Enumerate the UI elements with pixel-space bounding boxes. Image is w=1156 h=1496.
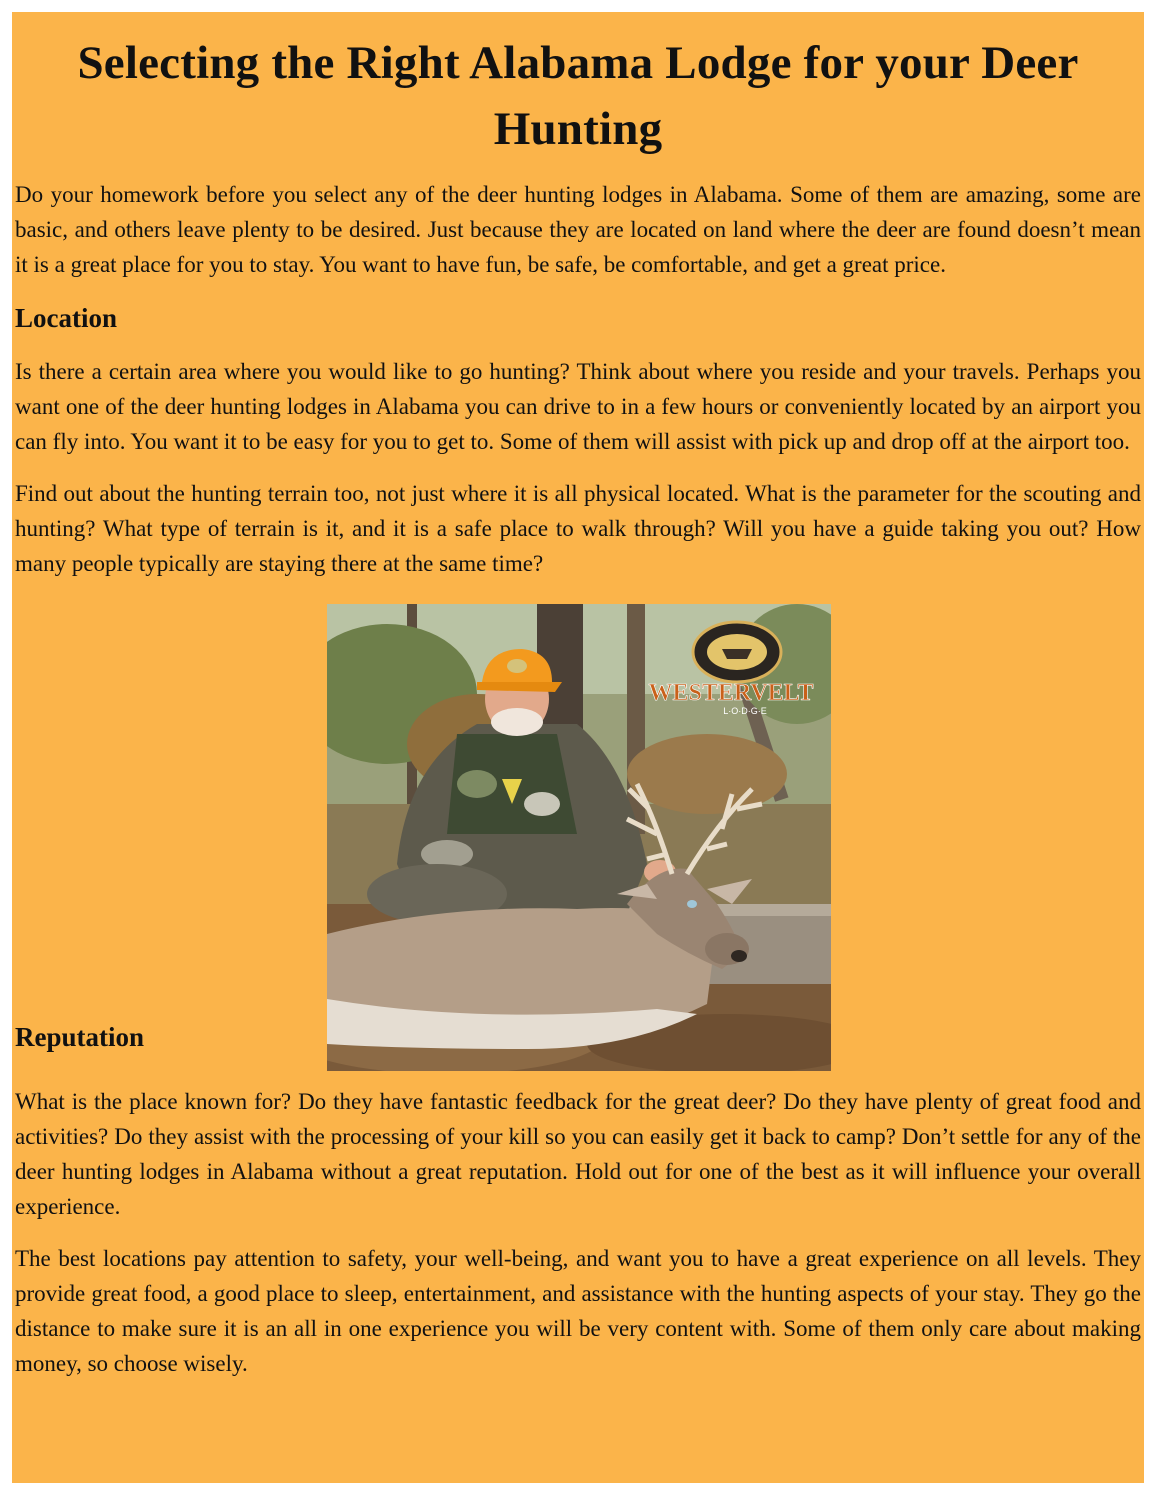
photo-section: [15, 581, 1141, 1071]
location-paragraph-1: Is there a certain area where you would like to go hunting? Think about where you reside and your travels. Perhaps you want one of the deer hunting lodges in Alabama you can drive to in a few hours or conveniently located by an airport you can fly into. You want it to be easy for you to get to. Some of them will assist with pick up and drop off at the airport too.: [15, 359, 1141, 454]
logo-text: WESTERVELT: [648, 680, 814, 706]
page-title: Selecting the Right Alabama Lodge for your Deer Hunting: [77, 37, 1079, 155]
location-paragraph-2: Find out about the hunting terrain too, not just where it is all physical located. What is the parameter for the scouting and hunting? What type of terrain is it, and it is a safe place to walk through? Will you have a guide taking you out? How many people typically are staying there at the same time?: [15, 481, 1141, 576]
reputation-paragraph-2: The best locations pay attention to safety, your well-being, and want you to have a great experience on all levels. They provide great food, a good place to sleep, entertainment, and assistance with the hunting aspects of your stay. They go the distance to make sure it is an all in one experience you will be very content with. Some of them only care about making money, so choose wisely.: [15, 1246, 1141, 1376]
hunter-deer-photo: [327, 604, 831, 1071]
intro-paragraph: Do your homework before you select any of the deer hunting lodges in Alabama. Some of them are amazing, some are basic, and others leave plenty to be desired. Just because they are located on land where the deer are found doesn’t mean it is a great place for you to stay. You want to have fun, be safe, be comfortable, and get a great price.: [15, 182, 1141, 277]
document-page: [12, 12, 1144, 1483]
reputation-paragraph-1: What is the place known for? Do they have fantastic feedback for the great deer? Do they have plenty of great food and activities? Do they assist with the processing of your kill so you can easily get it back to camp? Don’t settle for any of the deer hunting lodges in Alabama without a great reputation. Hold out for one of the best as it will influence your overall experience.: [15, 1089, 1141, 1219]
reputation-heading: Reputation: [15, 1022, 145, 1052]
location-heading: Location: [15, 303, 118, 333]
logo-subtext: L·O·D·G·E: [723, 706, 767, 716]
